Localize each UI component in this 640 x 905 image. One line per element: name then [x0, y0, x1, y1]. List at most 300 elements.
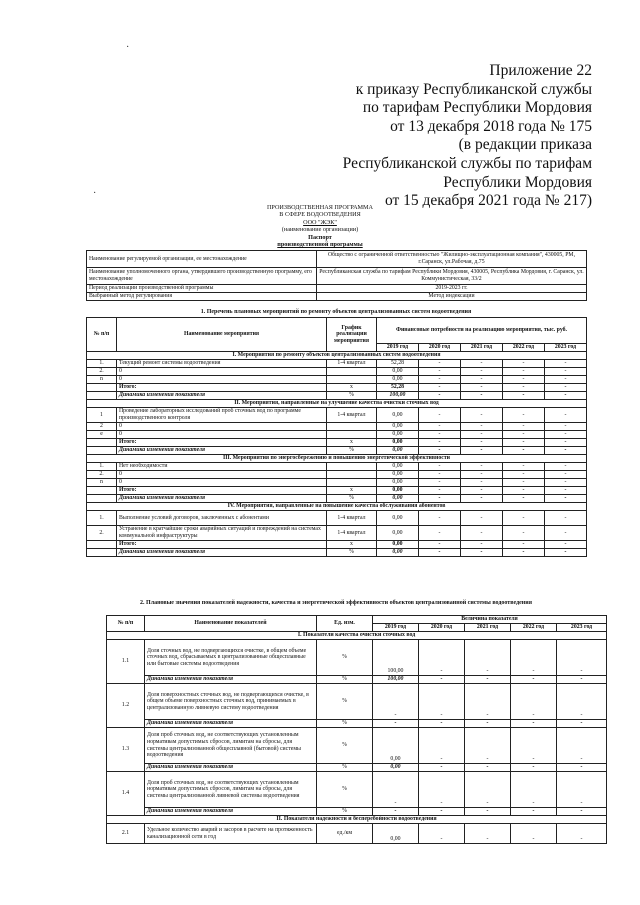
row-value: -	[545, 479, 587, 487]
dynamics-row	[107, 720, 607, 728]
row-name: 0	[117, 376, 327, 384]
dynamics-value: -	[545, 549, 587, 557]
dynamics-label: Динамика изменения показателя	[117, 447, 327, 455]
section-title: II. Мероприятия, направленные на улучшение качества очистки сточных вод	[87, 400, 587, 408]
table-row	[87, 511, 587, 526]
passport-title: Паспорт	[308, 233, 332, 241]
measures-table	[86, 317, 587, 557]
row-number: 2.	[87, 368, 117, 376]
row-name: Доля проб сточных вод, не соответствующих установленным нормативам допустимых сбросов, лимитам на сбросы, для системы централизованной общесплавной (бытовой) системы водоотведения	[145, 728, 317, 764]
row-value: -	[419, 423, 461, 431]
year-header: 2021 год	[461, 344, 503, 352]
table-row	[87, 463, 587, 471]
dynamics-row	[107, 764, 607, 772]
row-value: 0,00	[377, 368, 419, 376]
year-header: 2023 год	[545, 344, 587, 352]
row-unit: %	[317, 728, 373, 764]
col-header-values: Величина показателя	[373, 616, 607, 624]
row-value: -	[419, 772, 465, 808]
dynamics-value: 100,00	[377, 392, 419, 400]
dynamics-value: -	[461, 392, 503, 400]
row-number: 1.	[87, 360, 117, 368]
row-value: -	[545, 368, 587, 376]
row-value: -	[461, 423, 503, 431]
row-number	[87, 384, 117, 392]
total-label: Итого:	[117, 439, 327, 447]
row-value: -	[557, 640, 607, 676]
row-value: -	[557, 824, 607, 844]
table-row	[87, 408, 587, 423]
dynamics-value: -	[461, 495, 503, 503]
year-header: 2020 год	[419, 624, 465, 632]
row-value: -	[465, 684, 511, 720]
total-label: Итого:	[117, 384, 327, 392]
dynamics-label: Динамика изменения показателя	[145, 808, 317, 816]
row-name: Удельное количество аварий и засоров в расчете на протяженность канализационной сети в год	[145, 824, 317, 844]
row-value: -	[419, 640, 465, 676]
passport-subtitle: производственной программы	[277, 241, 363, 249]
row-value: -	[461, 511, 503, 526]
dynamics-value: -	[461, 549, 503, 557]
row-value: -	[461, 368, 503, 376]
row-value: -	[465, 728, 511, 764]
row-value: -	[503, 479, 545, 487]
table-row	[107, 684, 607, 720]
total-value: -	[419, 487, 461, 495]
passport-table	[86, 250, 587, 301]
col-header-finance: Финансовые потребности на реализацию мероприятия, тыс. руб.	[377, 318, 587, 344]
passport-label: Наименование регулируемой организации, ее местонахождение	[87, 251, 317, 268]
program-subtitle: В СФЕРЕ ВОДООТВЕДЕНИЯ	[279, 211, 361, 219]
row-value: -	[545, 471, 587, 479]
dynamics-value: 0,00	[377, 549, 419, 557]
section-header	[87, 352, 587, 360]
section-header	[107, 632, 607, 640]
total-value: -	[503, 439, 545, 447]
row-value: -	[461, 463, 503, 471]
row-value: 0,00	[377, 463, 419, 471]
row-schedule: 1-4 квартал	[327, 408, 377, 423]
row-schedule	[327, 463, 377, 471]
total-label: Итого:	[117, 487, 327, 495]
table-row	[87, 376, 587, 384]
year-header: 2019 год	[373, 624, 419, 632]
row-value: -	[419, 728, 465, 764]
total-value: -	[545, 541, 587, 549]
row-value: -	[503, 511, 545, 526]
dynamics-value: -	[419, 549, 461, 557]
row-value: 0,00	[377, 471, 419, 479]
row-value: -	[503, 463, 545, 471]
row-number: n	[87, 376, 117, 384]
dynamics-value: 0,00	[377, 495, 419, 503]
section-title: I. Мероприятия по ремонту объектов централизованных систем водоотведения	[87, 352, 587, 360]
dynamics-value: -	[419, 676, 465, 684]
header-line: к приказу Республиканской службы	[355, 80, 592, 98]
row-name: 0	[117, 423, 327, 431]
dynamics-value: 100,00	[373, 676, 419, 684]
dynamics-value: -	[465, 676, 511, 684]
indicators-table	[106, 615, 607, 844]
col-header-num: № п/п	[107, 616, 145, 632]
total-value: -	[503, 384, 545, 392]
col-header-name: Наименование мероприятия	[117, 318, 327, 352]
dynamics-row	[87, 495, 587, 503]
row-value: 0,00	[377, 376, 419, 384]
row-value: -	[461, 431, 503, 439]
total-value: -	[419, 541, 461, 549]
row-value: -	[461, 408, 503, 423]
row-value: -	[419, 684, 465, 720]
passport-value: 2019-2023 гг.	[317, 285, 587, 293]
header-line: Республики Мордовия	[443, 173, 592, 191]
row-value: -	[557, 684, 607, 720]
table-row	[87, 360, 587, 368]
passport-value: Общество с ограниченной ответственностью "Жилищно-эксплуатационная компания", 430005, РМ, г.Саранск, ул.Рабочая, д.75	[317, 251, 587, 268]
row-schedule	[327, 479, 377, 487]
row-value: -	[419, 824, 465, 844]
row-number	[87, 541, 117, 549]
row-value: -	[557, 728, 607, 764]
dynamics-value: -	[373, 720, 419, 728]
total-value: 0,00	[377, 541, 419, 549]
row-value: 0,00	[377, 431, 419, 439]
dynamics-row	[87, 447, 587, 455]
passport-label: Период реализации производственной программы	[87, 285, 317, 293]
header-line: Приложение 22	[489, 62, 592, 79]
section-title: IV. Мероприятия, направленные на повышение качества обслуживания абонентов	[87, 503, 587, 511]
passport-value: Республиканская служба по тарифам Республики Мордовия, 430005, Республика Мордовия, г. Саранск, ул. Коммунистическая, 33/2	[317, 268, 587, 285]
row-number: 1.	[87, 511, 117, 526]
total-value: -	[503, 541, 545, 549]
dynamics-label: Динамика изменения показателя	[145, 720, 317, 728]
appendix-header	[343, 62, 592, 211]
dynamics-value: -	[461, 447, 503, 455]
row-name: Доля сточных вод, не подвергающихся очистке, в общем объеме сточных вод, сбрасываемых в централизованные общесплавные или бытовые системы водоотведения	[145, 640, 317, 676]
row-number	[87, 495, 117, 503]
year-header: 2023 год	[557, 624, 607, 632]
dynamics-value: -	[557, 676, 607, 684]
row-value: -	[373, 684, 419, 720]
row-schedule	[327, 471, 377, 479]
row-name: 0	[117, 479, 327, 487]
total-value: -	[545, 487, 587, 495]
row-number: 1.3	[107, 728, 145, 772]
passport-label: Наименование уполномоченного органа, утвердившего производственную программу, его местонахождение	[87, 268, 317, 285]
header-line: от 15 декабря 2021 года № 217)	[384, 192, 592, 210]
row-schedule	[327, 431, 377, 439]
dynamics-row	[87, 549, 587, 557]
row-value: -	[503, 431, 545, 439]
dynamics-value: -	[465, 720, 511, 728]
dynamics-value: -	[419, 495, 461, 503]
total-value: -	[461, 384, 503, 392]
dynamics-value: 0,00	[377, 447, 419, 455]
row-value: -	[465, 824, 511, 844]
dynamics-value: -	[557, 808, 607, 816]
organization-name: ООО "ЖЭК"	[303, 218, 337, 226]
row-number: n	[87, 479, 117, 487]
dynamics-unit: %	[327, 549, 377, 557]
row-value: -	[461, 376, 503, 384]
row-value: -	[461, 526, 503, 541]
total-value: -	[461, 487, 503, 495]
row-name: Проведение лабораторных исследований проб сточных вод по программе производственного контроля	[117, 408, 327, 423]
row-name: 0	[117, 431, 327, 439]
row-name: Устранение в кратчайшие сроки аварийных ситуаций и повреждений на системах коммунальной инфраструктуры	[117, 526, 327, 541]
dynamics-unit: %	[317, 676, 373, 684]
row-number	[87, 549, 117, 557]
row-value: -	[557, 772, 607, 808]
dynamics-unit: %	[317, 764, 373, 772]
dynamics-value: -	[511, 676, 557, 684]
table2-title: 2. Плановые значения показателей надежности, качества и энергетической эффективности объектов централизованной системы водоотведения	[140, 600, 532, 606]
row-value: -	[545, 360, 587, 368]
dynamics-value: -	[545, 447, 587, 455]
row-value: -	[461, 360, 503, 368]
dynamics-value: -	[419, 808, 465, 816]
row-schedule	[327, 376, 377, 384]
dynamics-label: Динамика изменения показателя	[117, 495, 327, 503]
row-number: 1.4	[107, 772, 145, 816]
total-marker: x	[327, 487, 377, 495]
dynamics-value: -	[419, 447, 461, 455]
row-value: -	[511, 640, 557, 676]
row-unit: ед./км	[317, 824, 373, 844]
row-value: -	[419, 526, 461, 541]
row-schedule	[327, 423, 377, 431]
row-number: 1.1	[107, 640, 145, 684]
dynamics-value: -	[503, 495, 545, 503]
section-header	[107, 816, 607, 824]
row-number: 2	[87, 423, 117, 431]
scan-speck: ·	[126, 42, 130, 53]
row-unit: %	[317, 684, 373, 720]
row-schedule: 1-4 квартал	[327, 526, 377, 541]
row-value: 0,00	[377, 423, 419, 431]
dynamics-value: -	[511, 764, 557, 772]
row-value: 0,00	[377, 511, 419, 526]
row-value: -	[545, 376, 587, 384]
total-value: -	[419, 439, 461, 447]
row-value: -	[419, 471, 461, 479]
table-row	[107, 824, 607, 844]
row-value: 52,28	[377, 360, 419, 368]
dynamics-value: -	[419, 392, 461, 400]
section-header	[87, 455, 587, 463]
row-number: 2.	[87, 471, 117, 479]
col-header-unit: Ед. изм.	[317, 616, 373, 632]
dynamics-value: -	[511, 808, 557, 816]
row-number	[87, 392, 117, 400]
row-name: Доля проб сточных вод, не соответствующих установленным нормативам допустимых сбросов, лимитам на сбросы, для системы централизованной ливневой системы водоотведения	[145, 772, 317, 808]
row-value: -	[503, 360, 545, 368]
table-row	[87, 431, 587, 439]
row-number: 2.	[87, 526, 117, 541]
dynamics-value: -	[419, 720, 465, 728]
row-value: -	[545, 526, 587, 541]
section-title: II. Показатели надежности и бесперебойности водоотведения	[107, 816, 607, 824]
row-value: -	[503, 471, 545, 479]
total-value: -	[419, 384, 461, 392]
total-row	[87, 487, 587, 495]
row-value: 0,00	[373, 728, 419, 764]
row-value: 0,00	[377, 408, 419, 423]
row-value: -	[461, 479, 503, 487]
row-value: -	[461, 471, 503, 479]
row-name: 0	[117, 368, 327, 376]
total-marker: x	[327, 384, 377, 392]
dynamics-value: -	[511, 720, 557, 728]
row-value: -	[465, 640, 511, 676]
dynamics-value: -	[503, 392, 545, 400]
year-header: 2020 год	[419, 344, 461, 352]
table-row	[107, 728, 607, 764]
section-title: I. Показатели качества очистки сточных вод	[107, 632, 607, 640]
total-row	[87, 384, 587, 392]
total-row	[87, 439, 587, 447]
row-value: -	[503, 408, 545, 423]
row-value: -	[545, 511, 587, 526]
table-row	[87, 471, 587, 479]
dynamics-value: -	[465, 764, 511, 772]
row-name: Нет необходимости	[117, 463, 327, 471]
row-schedule: 1-4 квартал	[327, 360, 377, 368]
row-value: -	[419, 360, 461, 368]
passport-value: Метод индексации	[317, 293, 587, 301]
program-intro	[0, 204, 640, 248]
row-value: -	[419, 479, 461, 487]
dynamics-label: Динамика изменения показателя	[145, 764, 317, 772]
table-row	[107, 772, 607, 808]
dynamics-row	[87, 392, 587, 400]
row-value: -	[373, 772, 419, 808]
row-value: -	[511, 684, 557, 720]
section-header	[87, 503, 587, 511]
row-name: 0	[117, 471, 327, 479]
dynamics-row	[107, 808, 607, 816]
row-number	[87, 439, 117, 447]
row-value: -	[419, 408, 461, 423]
row-value: 100,00	[373, 640, 419, 676]
program-title: ПРОИЗВОДСТВЕННАЯ ПРОГРАММА	[266, 204, 374, 211]
scan-speck: ·	[93, 188, 97, 199]
dynamics-label: Динамика изменения показателя	[145, 676, 317, 684]
header-line: по тарифам Республики Мордовия	[362, 99, 592, 117]
section-header	[87, 400, 587, 408]
col-header-name: Наименование показателей	[145, 616, 317, 632]
row-value: -	[545, 408, 587, 423]
row-schedule: 1-4 квартал	[327, 511, 377, 526]
total-marker: x	[327, 439, 377, 447]
dynamics-value: -	[557, 764, 607, 772]
dynamics-unit: %	[317, 720, 373, 728]
row-value: -	[419, 431, 461, 439]
row-value: -	[545, 431, 587, 439]
table-row	[87, 423, 587, 431]
row-number: 2.1	[107, 824, 145, 844]
dynamics-value: -	[465, 808, 511, 816]
row-number: 1.2	[107, 684, 145, 728]
col-header-schedule: График реализации мероприятия	[327, 318, 377, 352]
table-row	[87, 479, 587, 487]
total-marker: x	[327, 541, 377, 549]
row-value: -	[545, 463, 587, 471]
dynamics-unit: %	[327, 447, 377, 455]
dynamics-value: -	[557, 720, 607, 728]
year-header: 2022 год	[511, 624, 557, 632]
dynamics-value: -	[503, 549, 545, 557]
row-value: -	[465, 772, 511, 808]
row-number	[87, 487, 117, 495]
row-value: -	[511, 728, 557, 764]
total-value: -	[545, 439, 587, 447]
row-value: -	[419, 376, 461, 384]
col-header-num: № п/п	[87, 318, 117, 352]
row-name: Доля поверхностных сточных вод, не подвергающихся очистке, в общем объеме поверхностных сточных вод, принимаемых в централизованную ливневую систему водоотведения	[145, 684, 317, 720]
row-name: Выполнение условий договоров, заключенных с абонентами	[117, 511, 327, 526]
year-header: 2021 год	[465, 624, 511, 632]
total-value: -	[461, 541, 503, 549]
row-value: -	[419, 368, 461, 376]
year-header: 2022 год	[503, 344, 545, 352]
row-number: 1.	[87, 463, 117, 471]
row-number	[87, 447, 117, 455]
dynamics-unit: %	[327, 495, 377, 503]
total-value: -	[545, 384, 587, 392]
row-value: 0,00	[373, 824, 419, 844]
year-header: 2019 год	[377, 344, 419, 352]
row-value: -	[503, 376, 545, 384]
dynamics-value: -	[545, 392, 587, 400]
total-value: 0,00	[377, 439, 419, 447]
row-value: -	[503, 423, 545, 431]
dynamics-unit: %	[327, 392, 377, 400]
row-value: -	[419, 463, 461, 471]
dynamics-value: -	[419, 764, 465, 772]
row-number: 1	[87, 408, 117, 423]
total-label: Итого:	[117, 541, 327, 549]
table1-title: 1. Перечень плановых мероприятий по ремонту объектов централизованных систем водоотведения	[200, 309, 472, 315]
total-value: -	[503, 487, 545, 495]
dynamics-label: Динамика изменения показателя	[117, 549, 327, 557]
row-value: -	[545, 423, 587, 431]
row-value: -	[503, 526, 545, 541]
dynamics-value: -	[503, 447, 545, 455]
organization-caption: (наименование организации)	[281, 226, 359, 234]
row-unit: %	[317, 772, 373, 808]
row-value: 0,00	[377, 526, 419, 541]
dynamics-row	[107, 676, 607, 684]
dynamics-unit: %	[317, 808, 373, 816]
header-line: (в редакции приказа	[458, 136, 592, 154]
table-row	[87, 526, 587, 541]
total-value: 52,28	[377, 384, 419, 392]
header-line: от 13 декабря 2018 года № 175	[390, 117, 592, 135]
table-row	[107, 640, 607, 676]
row-value: -	[511, 824, 557, 844]
total-row	[87, 541, 587, 549]
row-number: e	[87, 431, 117, 439]
dynamics-value: -	[373, 808, 419, 816]
passport-label: Выбранный метод регулирования	[87, 293, 317, 301]
total-value: -	[461, 439, 503, 447]
section-title: III. Мероприятия по энергосбережению и повышению энергетической эффективности	[87, 455, 587, 463]
row-value: -	[511, 772, 557, 808]
table-row	[87, 368, 587, 376]
row-value: -	[419, 511, 461, 526]
row-value: -	[503, 368, 545, 376]
